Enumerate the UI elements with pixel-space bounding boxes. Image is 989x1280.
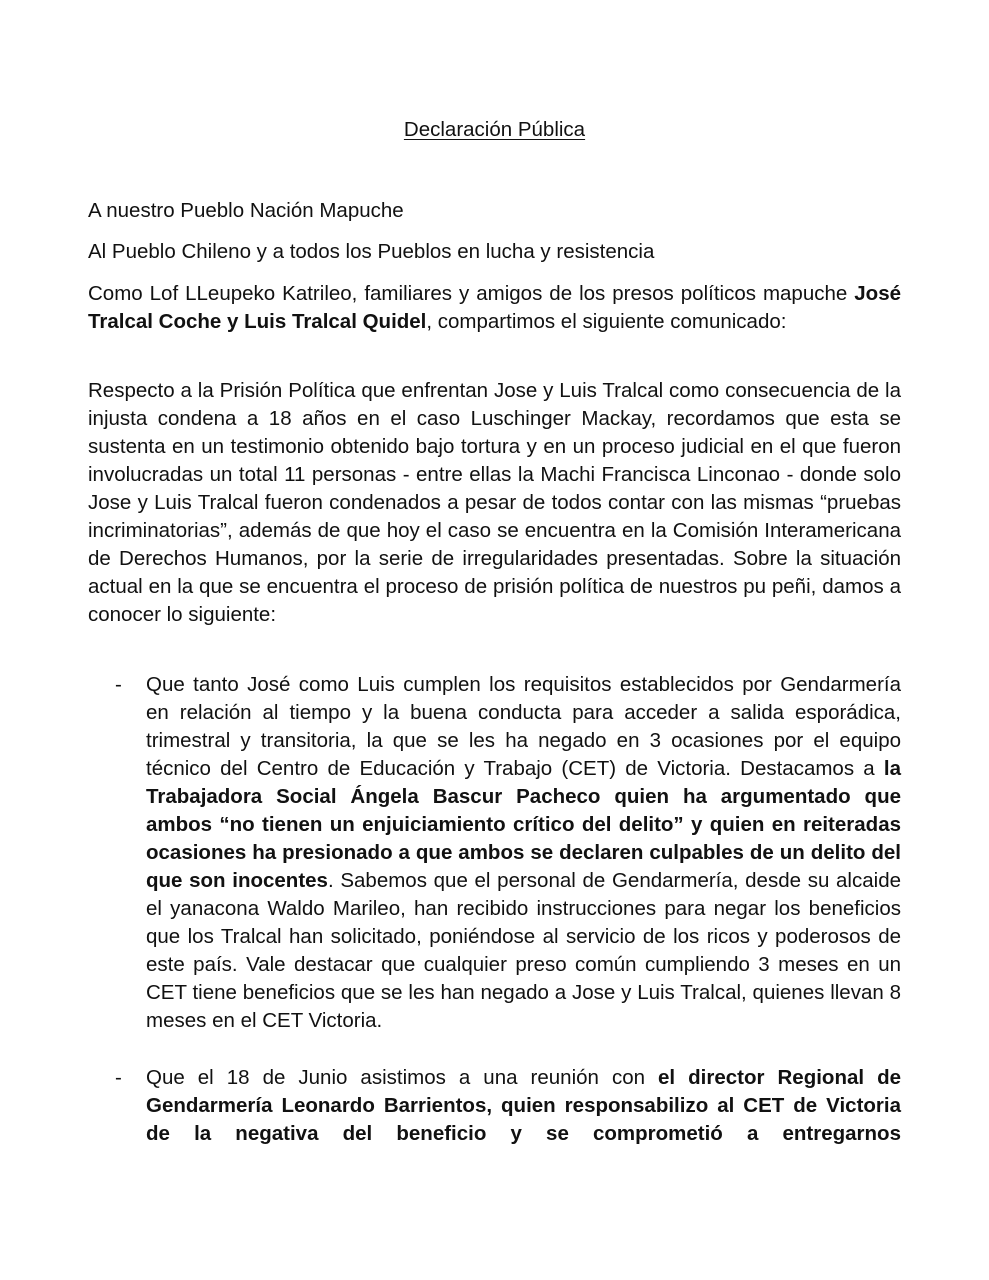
document-title bbox=[88, 117, 901, 143]
salutation-mapuche: A nuestro Pueblo Nación Mapuche bbox=[88, 199, 404, 222]
bullet-marker: - bbox=[115, 1066, 122, 1089]
salutation-chilean-people: Al Pueblo Chileno y a todos los Pueblos en lucha y resistencia bbox=[88, 240, 655, 263]
bullet-text-plain: Que el 18 de Junio asistimos a una reunión con bbox=[146, 1066, 659, 1089]
bullet-text bbox=[146, 671, 901, 1035]
intro-text-end: , compartimos el siguiente comunicado: bbox=[426, 310, 787, 333]
bullet-text-plain: Que tanto José como Luis cumplen los requisitos establecidos por Gendarmería en relación al tiempo y la buena conducta para acceder a salida esporádica, trimestral y transitoria, la que se les ha negado en 3 ocasiones por el equipo técnico del Centro de Educación y Trabajo (CET) de Victoria. Destacamos a bbox=[146, 673, 901, 780]
bullet-text-bold: la Trabajadora Social Ángela Bascur Pacheco quien ha argumentado que ambos “no tienen un enjuiciamiento crítico del delito” y quien en reiteradas ocasiones ha presionado a que ambos se declaren culpables de un delito del que son inocentes bbox=[146, 757, 901, 892]
bullet-text-plain: . Sabemos que el personal de Gendarmería, desde su alcaide el yanacona Waldo Marileo, han recibido instrucciones para negar los beneficios que los Tralcal han solicitado, poniéndose al servicio de los ricos y poderosos de este país. Vale destacar que cualquier preso común cumpliendo 3 meses en un CET tiene beneficios que se les han negado a Jose y Luis Tralcal, quienes llevan 8 meses en el CET Victoria. bbox=[146, 869, 901, 1032]
bullet-marker: - bbox=[115, 673, 122, 696]
bullet-text bbox=[146, 1064, 901, 1148]
intro-text: Como Lof LLeupeko Katrileo, familiares y amigos de los presos políticos mapuche bbox=[88, 282, 855, 305]
document-title-text: Declaración Pública bbox=[403, 118, 586, 141]
intro-prisoner-names: José Tralcal Coche y Luis Tralcal Quidel bbox=[88, 282, 901, 333]
body-paragraph: Respecto a la Prisión Política que enfrentan Jose y Luis Tralcal como consecuencia de la injusta condena a 18 años en el caso Luschinger Mackay, recordamos que esta se sustenta en un testimonio obtenido bajo tortura y en un proceso judicial en el que fueron involucradas un total 11 personas - entre ellas la Machi Francisca Linconao - donde solo Jose y Luis Tralcal fueron condenados a pesar de todos contar con las mismas “pruebas incriminatorias”, además de que hoy el caso se encuentra en la Comisión Interamericana de Derechos Humanos, por la serie de irregularidades presentadas. Sobre la situación actual en la que se encuentra el proceso de prisión política de nuestros pu peñi, damos a conocer lo siguiente: bbox=[88, 379, 901, 626]
intro-paragraph bbox=[88, 280, 901, 336]
bullet-text-bold: el director Regional de Gendarmería Leonardo Barrientos, quien responsabilizo al CET de Victoria de la negativa del beneficio y se comprometió a entregarnos bbox=[146, 1066, 902, 1145]
